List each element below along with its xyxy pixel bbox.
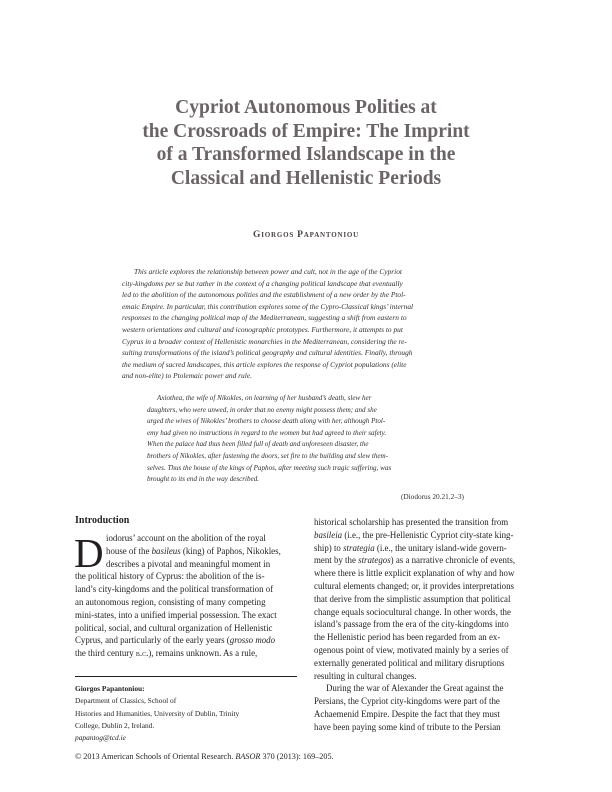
body-line: Achaemenid Empire. Despite the fact that they must [314, 708, 500, 719]
abstract-line: Cyprus in a broader context of Hellenistic monarchies in the Mediterranean, considering the re- [122, 336, 407, 346]
body-line: Cyprus, and particularly of the early years (grosso modo [75, 635, 276, 646]
body-line: Persians, the Cypriot city-kingdoms were part of the [314, 696, 500, 707]
body-line: an autonomous region, consisting of many competing [75, 596, 266, 607]
abstract-line: sulting transformations of the island’s political geography and cultural identities. Finally, through [122, 348, 413, 358]
body-line: ment by the strategos) as a narrative chronicle of events, [314, 555, 516, 566]
note-line: College, Dublin 2, Ireland. papantog@tcd.ie [75, 720, 155, 743]
abstract-line: western orientations and cultural and iconographic prototypes. Furthermore, it attempts to put [122, 324, 403, 334]
quote-citation: (Diodorus 20.21.2–3) [400, 492, 464, 501]
body-line: that derive from the simplistic assumption that political [314, 593, 511, 604]
body-line: externally generated political and military disruptions [314, 657, 505, 668]
abstract-line: city-kingdoms per se but rather in the context of a changing political landscape that eventually [122, 278, 403, 288]
quote-line: selves. Thus the house of the kings of Paphos, after meeting such tragic suffering, was [147, 463, 392, 472]
author-name: Giorgos Papantoniou [253, 230, 359, 240]
body-line: the Hellenistic period has been regarded from an ex- [314, 632, 501, 643]
quote-line: brought to its end in the way described. [147, 475, 260, 484]
abstract-line: responses to the changing political map of the Mediterranean, suggesting a shift from eastern to [122, 313, 407, 323]
body-line: house of the basileus (king) of Paphos, Nikokles, [106, 545, 281, 556]
body-line: island’s passage from the era of the city-kingdoms into [314, 619, 509, 630]
abstract-line: emaic Empire. In particular, this contribution explores some of the Cypro-Classical kings’ internal [122, 301, 414, 311]
body-line: ship) to strategia (i.e., the unitary island-wide govern- [314, 542, 507, 553]
body-line: iodorus’ account on the abolition of the royal [106, 533, 266, 543]
title-line: the Crossroads of Empire: The Imprint [142, 120, 470, 142]
quote-line: Axiothea, the wife of Nikokles, on learning of her husband’s death, slew her [157, 394, 372, 402]
abstract-line: This article explores the relationship between power and cult, not in the age of the Cypriot [134, 267, 402, 276]
article-title [60, 96, 552, 190]
body-line: cultural elements changed; or, it provides interpretations [314, 580, 515, 591]
body-line: During the war of Alexander the Great against the [326, 683, 504, 694]
body-line: political, social, and cultural organization of Hellenistic [75, 622, 273, 633]
footnote-divider [75, 676, 297, 677]
quote-line: daughters, who were unwed, in order that no enemy might possess them; and she [147, 405, 377, 414]
drop-cap: D [74, 530, 104, 576]
note-line: Giorgos Papantoniou: Department of Classics, School of [75, 684, 177, 706]
title-line: of a Transformed Islandscape in the [156, 144, 456, 165]
body-line: describes a pivotal and meaningful moment in [106, 558, 271, 569]
right-column [314, 516, 538, 734]
quote-line: When the palace had thus been filled full of death and unforeseen disaster, the [147, 440, 369, 449]
body-line: basileia (i.e., the pre-Hellenistic Cypriot city-state king- [314, 529, 514, 540]
author-email: papantog@tcd.ie [75, 733, 126, 743]
body-line: historical scholarship has presented the transition from [314, 517, 509, 527]
body-line: mini-states, into a unified imperial possession. The exact [75, 609, 277, 620]
abstract-line: led to the abolition of the autonomous polities and the establishment of a new order by the Ptol- [122, 290, 406, 300]
epigraph-quote [147, 393, 465, 486]
note-line: Histories and Humanities, University of Dublin, Trinity [75, 708, 240, 718]
body-line: land’s city-kingdoms and the political transformation of [75, 584, 274, 595]
quote-line: emy had given no instructions in regard to the women but had agreed to their safety. [147, 428, 387, 437]
left-column [75, 532, 297, 660]
section-heading: Introduction [75, 515, 130, 526]
abstract-line: the medium of sacred landscapes, this article explores the response of Cypriot populations (elite [122, 359, 407, 369]
body-line: ogenous point of view, motivated mainly by a series of [314, 644, 509, 655]
body-line: where there is little explicit explanation of why and how [314, 568, 515, 579]
author-affiliation-note [75, 683, 297, 744]
body-line: have been paying some kind of tribute to the Persian [314, 721, 501, 732]
body-line: the third century b.c.), remains unknown. As a rule, [75, 648, 258, 659]
copyright-footer: © 2013 American Schools of Oriental Research. BASOR 370 (2013): 169–205. [75, 752, 334, 761]
body-line: the political history of Cyprus: the abolition of the is- [75, 571, 265, 582]
body-line: resulting in cultural changes. [314, 670, 417, 681]
body-line: change equals sociocultural change. In other words, the [314, 606, 511, 617]
quote-line: brothers of Nikokles, after fastening the doors, set fire to the building and slew them- [147, 451, 389, 460]
abstract [122, 266, 490, 382]
title-line: Classical and Hellenistic Periods [170, 167, 442, 189]
abstract-line: and non-elite) to Ptolemaic power and rule. [122, 371, 252, 381]
quote-line: urged the wives of Nikokles’ brothers to choose death along with her, although Ptol- [147, 417, 386, 426]
title-line: Cypriot Autonomous Polities at [175, 97, 437, 118]
